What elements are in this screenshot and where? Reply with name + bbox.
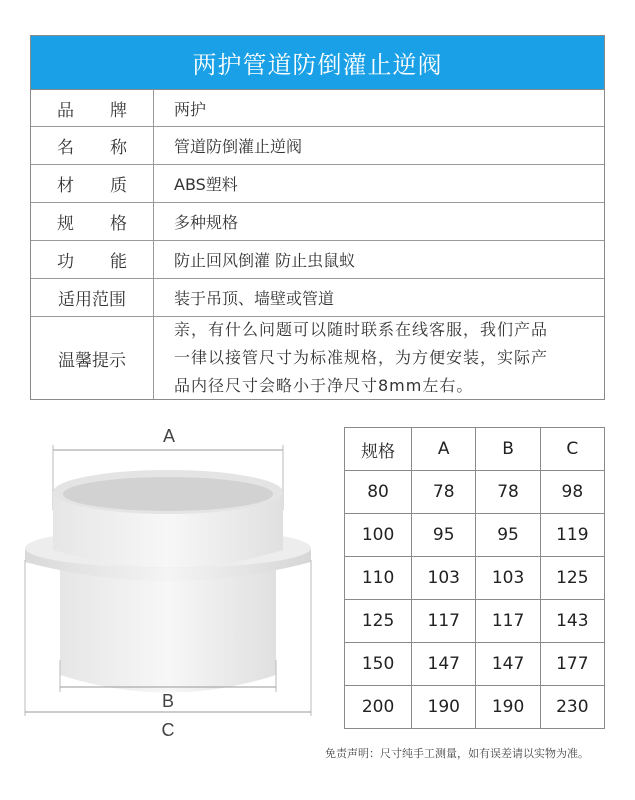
table-cell: 117 [476, 600, 540, 643]
tip-line: 一律以接管尺寸为标准规格，为方便安装，实际产 [174, 348, 549, 367]
spec-label [31, 241, 154, 278]
table-cell: 95 [476, 514, 540, 557]
spec-value: ABS塑料 [174, 175, 238, 194]
tip-line: 品内径尺寸会略小于净尺寸8mm左右。 [174, 376, 474, 395]
table-cell: 103 [476, 557, 540, 600]
spec-label [31, 90, 154, 126]
dim-label-a: A [162, 426, 176, 446]
label-char: 质 [110, 176, 127, 196]
table-cell: 230 [540, 686, 604, 729]
table-row [345, 686, 605, 729]
table-cell: 190 [476, 686, 540, 729]
spec-value [154, 317, 604, 399]
size-table [344, 427, 605, 729]
label-char: 品 [57, 100, 74, 121]
table-cell: 147 [476, 643, 540, 686]
label-char: 功 [57, 252, 74, 272]
dim-label-b: B [161, 691, 175, 711]
spec-value: 装于吊顶、墙壁或管道 [174, 289, 335, 308]
spec-label: 适用范围 [31, 279, 154, 316]
label-char: 材 [57, 176, 74, 196]
table-cell: 150 [345, 643, 412, 686]
label-char: 称 [110, 138, 127, 158]
spec-table [30, 35, 605, 400]
spec-label: 温馨提示 [31, 317, 154, 399]
spec-row-scope [31, 279, 604, 317]
table-cell: 80 [345, 471, 412, 514]
table-row [345, 471, 605, 514]
dim-label-c: C [161, 720, 175, 740]
label-char: 能 [110, 252, 127, 272]
table-cell: 98 [540, 471, 604, 514]
table-cell: 78 [476, 471, 540, 514]
header-cell: 规格 [345, 428, 412, 471]
tip-line: 亲，有什么问题可以随时联系在线客服，我们产品 [174, 320, 549, 339]
spec-label [31, 165, 154, 202]
size-table-header [345, 428, 605, 471]
product-diagram [20, 420, 320, 750]
table-row [345, 557, 605, 600]
header-cell: C [540, 428, 604, 471]
spec-row-function [31, 241, 604, 279]
table-cell: 200 [345, 686, 412, 729]
table-cell: 119 [540, 514, 604, 557]
spec-row-tip [31, 317, 604, 399]
header-cell: B [476, 428, 540, 471]
label-char: 规 [57, 214, 74, 234]
table-cell: 147 [412, 643, 476, 686]
spec-row-material [31, 165, 604, 203]
table-row [345, 643, 605, 686]
table-cell: 100 [345, 514, 412, 557]
header-cell: A [412, 428, 476, 471]
spec-value: 防止回风倒灌 防止虫鼠蚁 [174, 251, 356, 270]
table-cell: 177 [540, 643, 604, 686]
table-cell: 143 [540, 600, 604, 643]
spec-label [31, 203, 154, 240]
spec-row-spec [31, 203, 604, 241]
table-cell: 110 [345, 557, 412, 600]
spec-value: 管道防倒灌止逆阀 [174, 137, 303, 156]
pipe-inner [63, 477, 273, 511]
spec-title: 两护管道防倒灌止逆阀 [31, 36, 604, 90]
table-cell: 95 [412, 514, 476, 557]
table-cell: 78 [412, 471, 476, 514]
label-char: 牌 [110, 100, 127, 121]
table-cell: 190 [412, 686, 476, 729]
table-cell: 117 [412, 600, 476, 643]
table-row [345, 600, 605, 643]
spec-label [31, 127, 154, 164]
spec-value: 多种规格 [174, 213, 239, 232]
table-cell: 125 [540, 557, 604, 600]
table-cell: 103 [412, 557, 476, 600]
table-row [345, 514, 605, 557]
label-char: 名 [57, 138, 74, 158]
spec-row-name [31, 127, 604, 165]
label-char: 格 [110, 214, 127, 234]
spec-value: 两护 [174, 99, 207, 119]
disclaimer: 免责声明：尺寸纯手工测量，如有误差请以实物为准。 [325, 747, 589, 760]
table-cell: 125 [345, 600, 412, 643]
spec-row-brand [31, 90, 604, 127]
